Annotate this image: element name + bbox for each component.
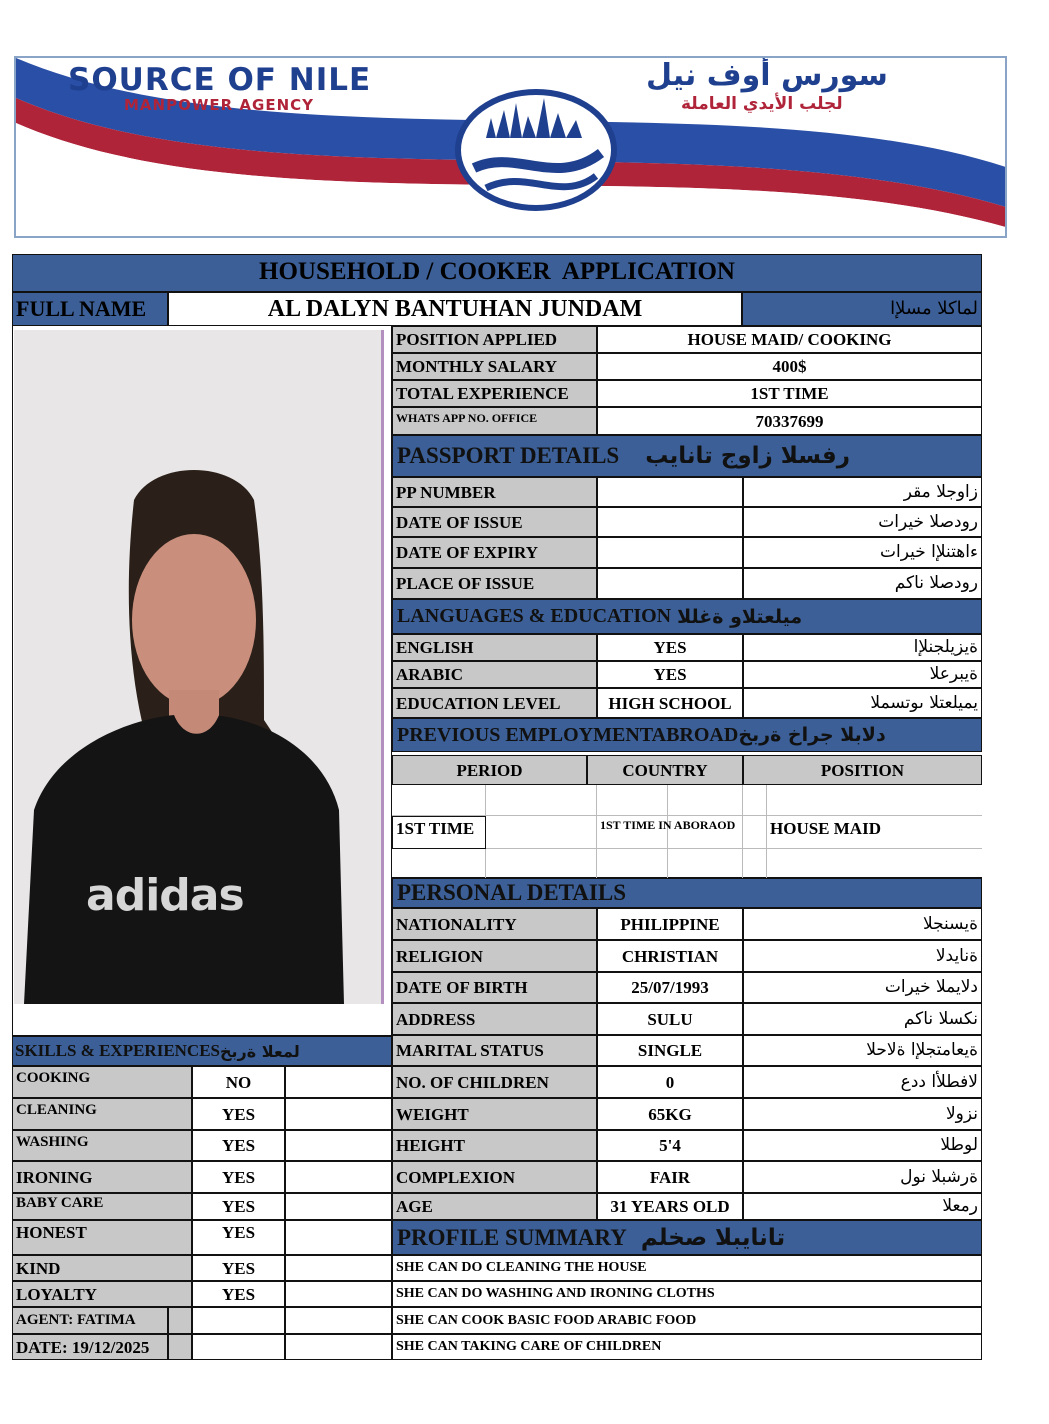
brand-subtitle-en: MANPOWER AGENCY <box>124 96 314 114</box>
date-of-expiry-label-ar: ءاهتنلإا خيرات <box>743 537 982 568</box>
age-label-ar: رمعلا <box>743 1193 982 1220</box>
marital-status-label: MARITAL STATUS <box>392 1035 597 1066</box>
skill-cleaning-value: YES <box>192 1098 285 1130</box>
summary-line: SHE CAN DO WASHING AND IRONING CLOTHS <box>392 1281 982 1307</box>
skills-section-header <box>12 1036 392 1066</box>
pp-number-value <box>597 477 743 507</box>
shirt-logo-text: adidas <box>86 870 244 921</box>
monthly-salary-label: MONTHLY SALARY <box>392 353 597 380</box>
age-label: AGE <box>392 1193 597 1220</box>
employment-col-position: POSITION <box>743 755 982 785</box>
nationality-label: NATIONALITY <box>392 908 597 940</box>
skill-honest-label: HONEST <box>12 1220 192 1255</box>
position-applied-label: POSITION APPLIED <box>392 326 597 353</box>
date-blank-2 <box>285 1334 392 1360</box>
date-blank-1 <box>192 1334 285 1360</box>
passport-section-header <box>392 435 982 477</box>
languages-section-header <box>392 599 982 634</box>
english-label-ar: ةيزيلجنلإا <box>743 634 982 661</box>
employment-col-period: PERIOD <box>392 755 587 785</box>
skills-header-ar: لمعلا ةربخ <box>220 1041 300 1061</box>
brand-name-ar: سورس أوف نيل <box>646 58 888 93</box>
summary-line: SHE CAN COOK BASIC FOOD ARABIC FOOD <box>392 1307 982 1334</box>
summary-line: SHE CAN DO CLEANING THE HOUSE <box>392 1255 982 1281</box>
children-label-ar: لافطلأا ددع <box>743 1066 982 1098</box>
date-spacer <box>168 1334 192 1360</box>
summary-section-header <box>392 1220 982 1255</box>
agent-blank-2 <box>285 1307 392 1334</box>
marital-status-value: SINGLE <box>597 1035 743 1066</box>
form-title: HOUSEHOLD / COOKER APPLICATION <box>259 258 735 285</box>
skill-loyalty-label: LOYALTY <box>12 1281 192 1307</box>
education-level-value: HIGH SCHOOL <box>597 688 743 718</box>
pp-number-label: PP NUMBER <box>392 477 597 507</box>
summary-header-en: PROFILE SUMMARY <box>397 1224 627 1250</box>
monthly-salary-value: 400$ <box>597 353 982 380</box>
skill-baby-care-extra <box>285 1193 392 1220</box>
employment-period-value: 1ST TIME <box>396 819 475 838</box>
skill-ironing-value: YES <box>192 1161 285 1193</box>
height-value: 5'4 <box>597 1130 743 1161</box>
place-of-issue-value <box>597 568 743 599</box>
summary-header-ar: تانايبلا صخلم <box>640 1224 786 1251</box>
employment-position-value: HOUSE MAID <box>770 819 881 838</box>
whatsapp-office-label: WHATS APP NO. OFFICE <box>392 407 597 435</box>
skill-ironing-label: IRONING <box>12 1161 192 1193</box>
employment-col-country: COUNTRY <box>587 755 743 785</box>
languages-header-en: LANGUAGES & EDUCATION <box>397 605 672 627</box>
skill-washing-value: YES <box>192 1130 285 1161</box>
nationality-label-ar: ةيسنجلا <box>743 908 982 940</box>
age-value: 31 YEARS OLD <box>597 1193 743 1220</box>
skill-washing-label: WASHING <box>12 1130 192 1161</box>
skill-ironing-extra <box>285 1161 392 1193</box>
marital-status-label-ar: ةيعامتجلإا ةلاحلا <box>743 1035 982 1066</box>
form-date: DATE: 19/12/2025 <box>12 1334 168 1360</box>
date-of-issue-label-ar: رودصلا خيرات <box>743 507 982 537</box>
total-experience-value: 1ST TIME <box>597 380 982 407</box>
complexion-label-ar: ةرشبلا نول <box>743 1161 982 1193</box>
skill-loyalty-extra <box>285 1281 392 1307</box>
english-value: YES <box>597 634 743 661</box>
brand-name-en: SOURCE OF NILE <box>68 62 372 98</box>
personal-section-header: PERSONAL DETAILS <box>392 878 982 908</box>
education-level-label: EDUCATION LEVEL <box>392 688 597 718</box>
skill-honest-value: YES <box>192 1220 285 1255</box>
education-level-label-ar: يميلعتلا ىوتسملا <box>743 688 982 718</box>
religion-label-ar: ةنايدلا <box>743 940 982 972</box>
address-label-ar: نكسلا ناكم <box>743 1003 982 1035</box>
date-of-birth-label: DATE OF BIRTH <box>392 972 597 1003</box>
date-of-issue-value <box>597 507 743 537</box>
address-value: SULU <box>597 1003 743 1035</box>
skill-cooking-value: NO <box>192 1066 285 1098</box>
nationality-value: PHILIPPINE <box>597 908 743 940</box>
children-label: NO. OF CHILDREN <box>392 1066 597 1098</box>
pp-number-label-ar: زاوجلا مقر <box>743 477 982 507</box>
weight-label: WEIGHT <box>392 1098 597 1130</box>
religion-label: RELIGION <box>392 940 597 972</box>
skill-kind-value: YES <box>192 1255 285 1281</box>
employment-header-ar: دلابلا جراخ ةربخ <box>738 724 886 746</box>
skill-cooking-label: COOKING <box>12 1066 192 1098</box>
agent-spacer <box>168 1307 192 1334</box>
full-name-label: FULL NAME <box>12 292 168 326</box>
weight-label-ar: نزولا <box>743 1098 982 1130</box>
skill-kind-label: KIND <box>12 1255 192 1281</box>
summary-line: SHE CAN TAKING CARE OF CHILDREN <box>392 1334 982 1360</box>
date-of-birth-value: 25/07/1993 <box>597 972 743 1003</box>
place-of-issue-label-ar: رودصلا ناكم <box>743 568 982 599</box>
employment-section-header <box>392 718 982 752</box>
date-of-birth-label-ar: دلايملا خيرات <box>743 972 982 1003</box>
skill-baby-care-label: BABY CARE <box>12 1193 192 1220</box>
religion-value: CHRISTIAN <box>597 940 743 972</box>
address-label: ADDRESS <box>392 1003 597 1035</box>
total-experience-label: TOTAL EXPERIENCE <box>392 380 597 407</box>
place-of-issue-label: PLACE OF ISSUE <box>392 568 597 599</box>
languages-header-ar: ميلعتلاو ةغللا <box>677 605 803 628</box>
agency-banner <box>14 56 1007 238</box>
arabic-label: ARABIC <box>392 661 597 688</box>
photo-border-frame <box>12 326 392 1036</box>
arabic-value: YES <box>597 661 743 688</box>
passport-header-en: PASSPORT DETAILS <box>397 443 620 468</box>
employment-country-value: 1ST TIME IN ABORAOD <box>600 818 736 832</box>
whatsapp-office-value: 70337699 <box>597 407 982 435</box>
position-applied-value: HOUSE MAID/ COOKING <box>597 326 982 353</box>
weight-value: 65KG <box>597 1098 743 1130</box>
height-label-ar: لوطلا <box>743 1130 982 1161</box>
full-name-value: AL DALYN BANTUHAN JUNDAM <box>168 292 742 326</box>
children-value: 0 <box>597 1066 743 1098</box>
skill-loyalty-value: YES <box>192 1281 285 1307</box>
arabic-label-ar: ةيبرعلا <box>743 661 982 688</box>
skill-cleaning-extra <box>285 1098 392 1130</box>
full-name-label-ar: لماكلا مسلإا <box>742 292 982 326</box>
date-of-expiry-label: DATE OF EXPIRY <box>392 537 597 568</box>
passport-header-ar: رفسلا زاوج تانايب <box>645 443 850 469</box>
skill-kind-extra <box>285 1255 392 1281</box>
english-label: ENGLISH <box>392 634 597 661</box>
complexion-label: COMPLEXION <box>392 1161 597 1193</box>
height-label: HEIGHT <box>392 1130 597 1161</box>
skill-cooking-extra <box>285 1066 392 1098</box>
complexion-value: FAIR <box>597 1161 743 1193</box>
agent-blank-1 <box>192 1307 285 1334</box>
date-of-expiry-value <box>597 537 743 568</box>
skill-washing-extra <box>285 1130 392 1161</box>
brand-subtitle-ar: لجلب الأيدي العاملة <box>681 94 843 114</box>
skill-cleaning-label: CLEANING <box>12 1098 192 1130</box>
agent-name: AGENT: FATIMA <box>12 1307 168 1334</box>
skill-baby-care-value: YES <box>192 1193 285 1220</box>
date-of-issue-label: DATE OF ISSUE <box>392 507 597 537</box>
skills-header-en: SKILLS & EXPERIENCES <box>15 1041 221 1060</box>
skill-honest-extra <box>285 1220 392 1255</box>
employment-header-en: PREVIOUS EMPLOYMENTABROAD <box>397 723 739 746</box>
